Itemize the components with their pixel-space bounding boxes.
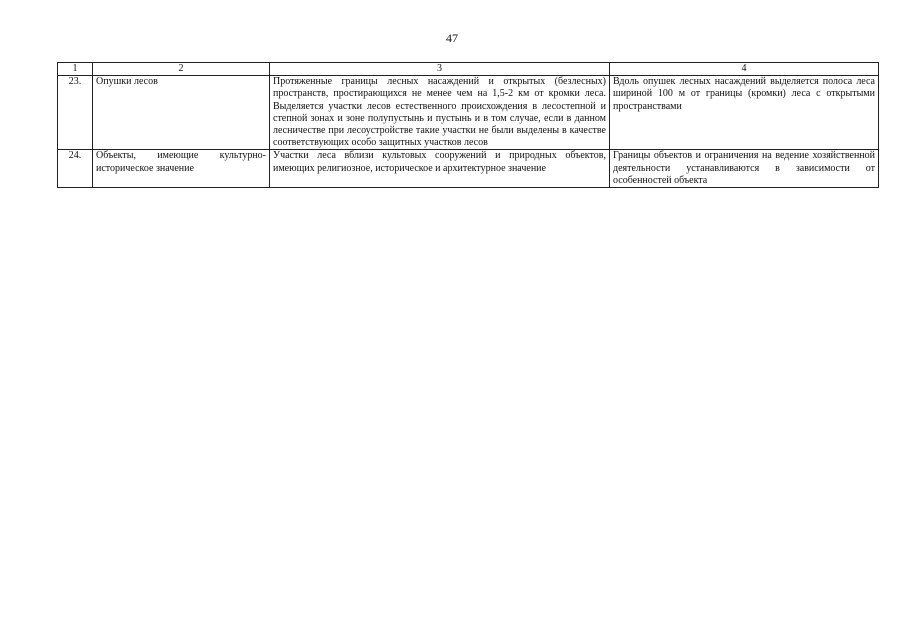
table-header-row <box>58 63 879 76</box>
table-row <box>58 76 879 150</box>
header-cell-4: 4 <box>610 63 879 76</box>
header-cell-1: 1 <box>58 63 93 76</box>
row-number: 23. <box>58 76 93 150</box>
row-number: 24. <box>58 150 93 188</box>
row-limits: Вдоль опушек лесных насаждений выделяется полоса леса шириной 100 м от границы (кромки) леса с открытыми пространствами <box>610 76 879 150</box>
header-cell-2: 2 <box>93 63 270 76</box>
page-number: 47 <box>446 31 458 45</box>
row-category-name: Опушки лесов <box>93 76 270 150</box>
forest-categories-table <box>57 62 879 188</box>
row-description: Протяженные границы лесных насаждений и открытых (безлесных) пространств, простирающихся не менее чем на 1,5-2 км от кромки леса. Выделяется участки лесов естественного происхождения в лесостепной и степной зонах и зоне полупустынь и пустынь и в том случае, если в данном лесничестве при лесоустройстве такие участки не были выделены в качестве соответствующих особо защитных участков лесов <box>270 76 610 150</box>
row-category-name: Объекты, имеющие культурно-историческое значение <box>93 150 270 188</box>
header-cell-3: 3 <box>270 63 610 76</box>
row-limits: Границы объектов и ограничения на ведение хозяйственной деятельности устанавливаются в зависимости от особенностей объекта <box>610 150 879 188</box>
row-description: Участки леса вблизи культовых сооружений и природных объектов, имеющих религиозное, историческое и архитектурное значение <box>270 150 610 188</box>
table-row <box>58 150 879 188</box>
